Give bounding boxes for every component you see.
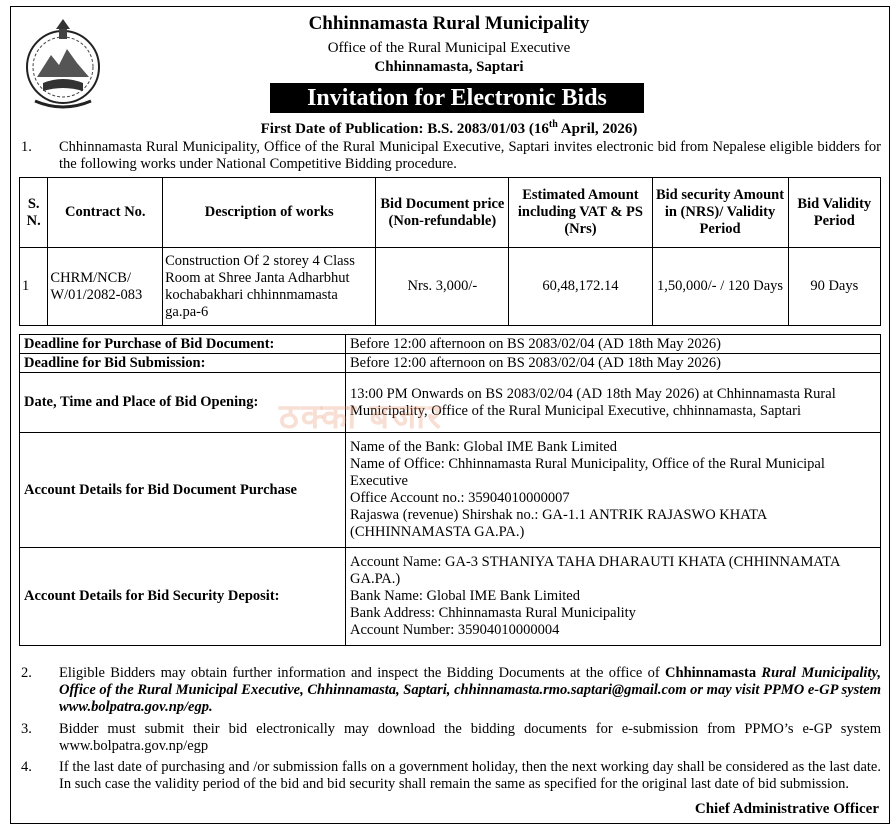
submission-deadline-label: Deadline for Bid Submission: — [20, 354, 346, 373]
office-name: Office of the Rural Municipal Executive — [327, 40, 571, 56]
security-deposit-account-value — [346, 548, 881, 646]
para2-number: 2. — [21, 665, 32, 681]
bank-name-line: Name of the Bank: Global IME Bank Limited — [350, 439, 617, 455]
table-row — [20, 335, 881, 354]
bank-name-line: Bank Name: Global IME Bank Limited — [350, 588, 580, 604]
purchase-deadline-label: Deadline for Purchase of Bid Document: — [20, 335, 346, 354]
cell-security: 1,50,000/- / 120 Days — [652, 248, 788, 326]
notice-title: Invitation for Electronic Bids — [270, 83, 644, 113]
para1-number: 1. — [21, 139, 32, 155]
col-header-security: Bid security Amount in (NRS)/ Validity Period — [652, 178, 788, 248]
col-header-validity: Bid Validity Period — [788, 178, 880, 248]
col-header-contract: Contract No. — [48, 178, 163, 248]
security-deposit-account-label: Account Details for Bid Security Deposit: — [20, 548, 346, 646]
table-row — [20, 354, 881, 373]
cell-validity: 90 Days — [788, 248, 880, 326]
deadline-table — [19, 334, 881, 646]
table-row — [20, 433, 881, 548]
bid-table — [19, 177, 881, 326]
cell-description: Construction Of 2 storey 4 Class Room at Shree Janta Adharbhut kochabakhari chhinnmamasta ga.pa-6 — [163, 248, 376, 326]
account-number-line: Account Number: 35904010000004 — [350, 622, 560, 638]
col-header-sn: S. N. — [20, 178, 48, 248]
col-header-estimated: Estimated Amount including VAT & PS (Nrs) — [509, 178, 652, 248]
municipality-name: Chhinnamasta Rural Municipality — [308, 13, 590, 34]
office-name-line: Name of Office: Chhinnamasta Rural Municipality, Office of the Rural Municipal Executive — [350, 456, 825, 489]
doc-purchase-account-label: Account Details for Bid Document Purchase — [20, 433, 346, 548]
notice-page — [10, 6, 890, 824]
cell-sn: 1 — [20, 248, 48, 326]
table-row — [20, 373, 881, 433]
purchase-deadline-value: Before 12:00 afternoon on BS 2083/02/04 (AD 18th May 2026) — [346, 335, 881, 354]
bid-opening-value: 13:00 PM Onwards on BS 2083/02/04 (AD 18th May 2026) at Chhinnamasta Rural Municipality, Office of the Rural Municipal Executive, chhinnamasta, Saptari — [346, 373, 881, 433]
rajaswa-line: Rajaswa (revenue) Shirshak no.: GA-1.1 ANTRIK RAJASWO KHATA (CHHINNAMASTA GA.PA.) — [350, 507, 767, 540]
location: Chhinnamasta, Saptari — [374, 59, 524, 75]
cell-contract: CHRM/NCB/ W/01/2082-083 — [48, 248, 163, 326]
account-name-line: Account Name: GA-3 STHANIYA TAHA DHARAUTI KHATA (CHHINNAMATA GA.PA.) — [350, 554, 840, 587]
cell-doc-price: Nrs. 3,000/- — [376, 248, 509, 326]
doc-purchase-account-value — [346, 433, 881, 548]
watermark: ठक्का बजार — [279, 398, 444, 436]
submission-deadline-value: Before 12:00 afternoon on BS 2083/02/04 (AD 18th May 2026) — [346, 354, 881, 373]
office-account-line: Office Account no.: 35904010000007 — [350, 490, 570, 506]
cell-estimated: 60,48,172.14 — [509, 248, 652, 326]
table-row — [20, 248, 881, 326]
para2-text: Eligible Bidders may obtain further information and inspect the Bidding Documents at the office of Chhinnamasta Rural Municipality, Office of the Rural Municipal Executive, Chhinnamasta, Saptari, chhinnamasta.rmo.saptari@gmail.com or may visit PPMO e-GP system www.bolpatra.gov.np/egp. — [59, 665, 881, 715]
para3-text: Bidder must submit their bid electronically may download the bidding documents for e-submission from PPMO’s e-GP system www.bolpatra.gov.np/egp — [59, 721, 881, 754]
para4-number: 4. — [21, 759, 32, 775]
bid-opening-label: Date, Time and Place of Bid Opening: — [20, 373, 346, 433]
bank-address-line: Bank Address: Chhinnamasta Rural Municipality — [350, 605, 636, 621]
table-row — [20, 548, 881, 646]
col-header-doc-price: Bid Document price (Non-refundable) — [376, 178, 509, 248]
para1-text: Chhinnamasta Rural Municipality, Office of the Rural Municipal Executive, Saptari invites electronic bid from Nepalese eligible bidders for the following works under National Competitive Bidding procedure. — [59, 139, 881, 172]
signature: Chief Administrative Officer — [694, 801, 879, 817]
para4-text: If the last date of purchasing and /or submission falls on a government holiday, then the next working day shall be considered as the last date. In such case the validity period of the bid and bid security shall remain the same as specified for the original last date of bid submission. — [59, 759, 881, 792]
col-header-description: Description of works — [163, 178, 376, 248]
para3-number: 3. — [21, 721, 32, 737]
publication-date: First Date of Publication: B.S. 2083/01/03 (16th April, 2026) — [260, 119, 638, 137]
